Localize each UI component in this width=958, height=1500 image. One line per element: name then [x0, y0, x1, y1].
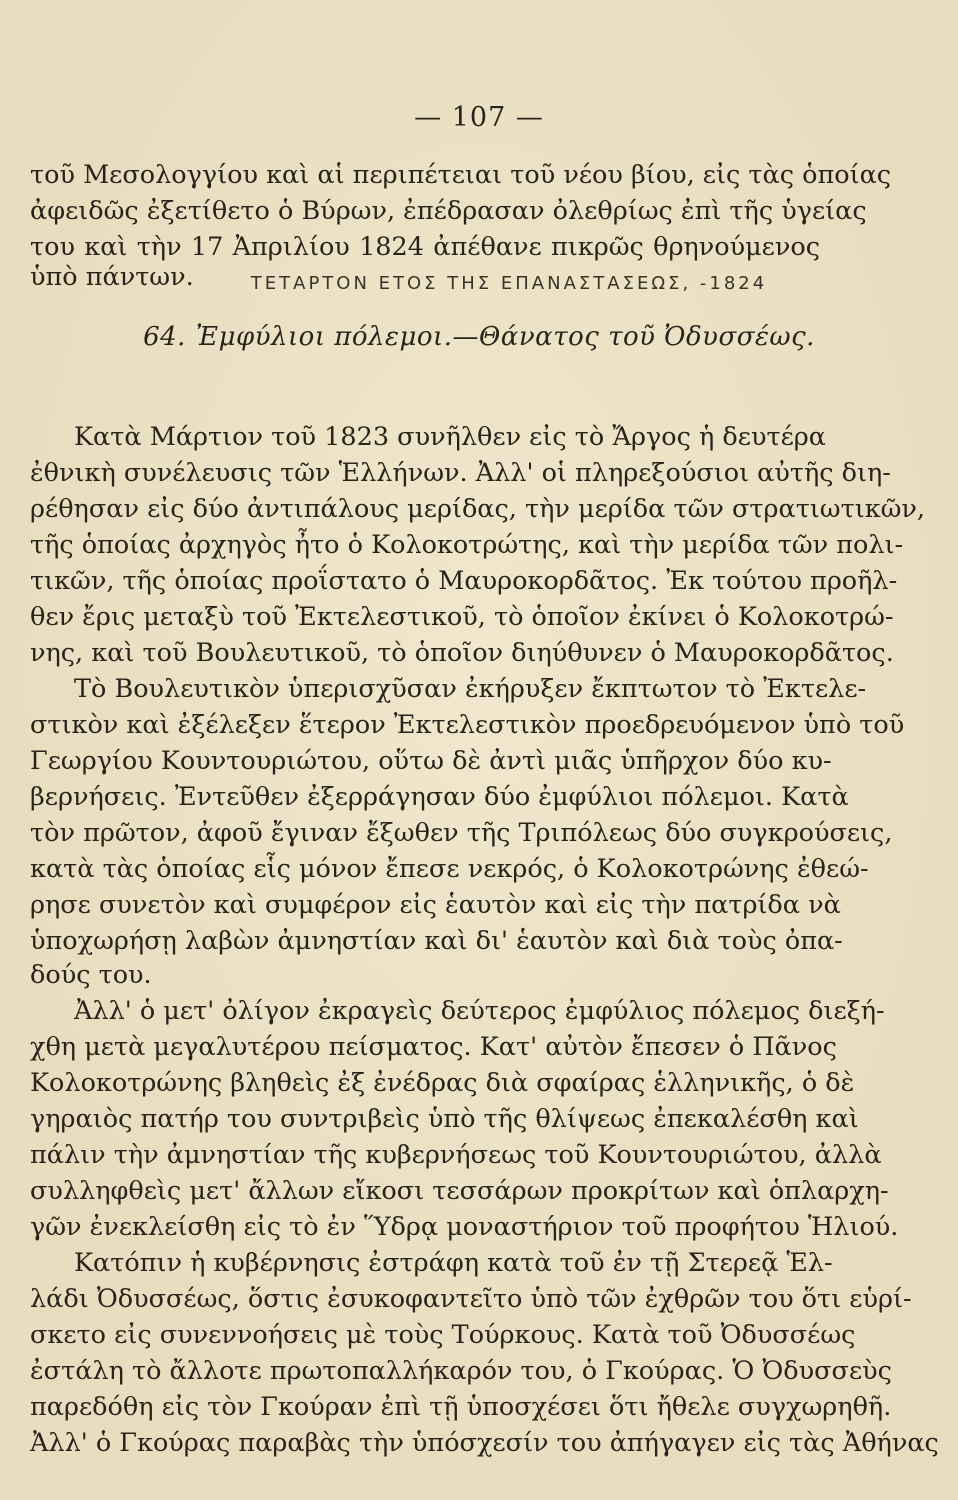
text-line: ρησε συνετὸν καὶ συμφέρον εἰς ἑαυτὸν καὶ εἰς τὴν πατρίδα νὰ [30, 890, 841, 920]
section-title [0, 322, 958, 352]
text-line: δούς του. [30, 960, 152, 990]
section-title-text: Ἐμφύλιοι πόλεμοι.—Θάνατος τοῦ Ὀδυσσέως. [195, 322, 815, 352]
text-line: πάλιν τὴν ἀμνηστίαν τῆς κυβερνήσεως τοῦ Κουντουριώτου, ἀλλὰ [30, 1140, 882, 1170]
text-line: Κολοκοτρώνης βληθεὶς ἐξ ἐνέδρας διὰ σφαίρας ἑλληνικῆς, ὁ δὲ [30, 1068, 855, 1098]
text-line: γῶν ἐνεκλείσθη εἰς τὸ ἐν Ὕδρᾳ μοναστήριον τοῦ προφήτου Ἡλιού. [30, 1212, 899, 1242]
text-line: τικῶν, τῆς ὁποίας προΐστατο ὁ Μαυροκορδᾶτος. Ἐκ τούτου προῆλ- [30, 566, 898, 596]
text-line: Ἀλλ' ὁ μετ' ὀλίγον ἐκραγεὶς δεύτερος ἐμφύλιος πόλεμος διεξή- [74, 996, 885, 1026]
text-line: Κατόπιν ἡ κυβέρνησις ἐστράφη κατὰ τοῦ ἐν τῇ Στερεᾷ Ἑλ- [74, 1248, 833, 1278]
text-line: ὑποχωρήσῃ λαβὼν ἀμνηστίαν καὶ δι' ἑαυτὸν καὶ διὰ τοὺς ὀπα- [30, 926, 843, 956]
text-line: σκετο εἰς συνεννοήσεις μὲ τοὺς Τούρκους. Κατὰ τοῦ Ὀδυσσέως [30, 1320, 856, 1350]
text-line: γηραιὸς πατήρ του συντριβεὶς ὑπὸ τῆς θλίψεως ἐπεκαλέσθη καὶ [30, 1104, 859, 1134]
text-line: Ἀλλ' ὁ Γκούρας παραβὰς τὴν ὑπόσχεσίν του ἀπήγαγεν εἰς τὰς Ἀθήνας [30, 1428, 939, 1458]
section-number: 64. [143, 322, 186, 352]
text-line: συλληφθεὶς μετ' ἄλλων εἴκοσι τεσσάρων προκρίτων καὶ ὁπλαρχη- [30, 1176, 889, 1206]
text-line: τοῦ Μεσολογγίου καὶ αἱ περιπέτειαι τοῦ νέου βίου, εἰς τὰς ὁποίας [30, 160, 892, 190]
text-line: βερνήσεις. Ἐντεῦθεν ἐξερράγησαν δύο ἐμφύλιοι πόλεμοι. Κατὰ [30, 782, 849, 812]
text-line: ἐστάλη τὸ ἄλλοτε πρωτοπαλλήκαρόν του, ὁ Γκούρας. Ὁ Ὀδυσσεὺς [30, 1356, 892, 1386]
text-line: τὸν πρῶτον, ἀφοῦ ἔγιναν ἔξωθεν τῆς Τριπόλεως δύο συγκρούσεις, [30, 818, 893, 848]
text-line: στικὸν καὶ ἐξέλεξεν ἕτερον Ἐκτελεστικὸν προεδρευόμενον ὑπὸ τοῦ [30, 710, 905, 740]
text-line: λάδι Ὀδυσσέως, ὅστις ἐσυκοφαντεῖτο ὑπὸ τῶν ἐχθρῶν του ὅτι εὑρί- [30, 1284, 912, 1314]
text-line: ὑπὸ πάντων. [30, 262, 194, 292]
text-line: του καὶ τὴν 17 Ἀπριλίου 1824 ἀπέθανε πικρῶς θρηνούμενος [30, 232, 820, 262]
text-line: θεν ἔρις μεταξὺ τοῦ Ἐκτελεστικοῦ, τὸ ὁποῖον ἐκίνει ὁ Κολοκοτρώ- [30, 602, 894, 632]
text-line: ἐθνικὴ συνέλευσις τῶν Ἑλλήνων. Ἀλλ' οἱ πληρεξούσιοι αὐτῆς διη- [30, 458, 891, 488]
text-line: χθη μετὰ μεγαλυτέρου πείσματος. Κατ' αὐτὸν ἔπεσεν ὁ Πᾶνος [30, 1032, 837, 1062]
text-line: ρέθησαν εἰς δύο ἀντιπάλους μερίδας, τὴν μερίδα τῶν στρατιωτικῶν, [30, 494, 926, 524]
text-line: Κατὰ Μάρτιον τοῦ 1823 συνῆλθεν εἰς τὸ Ἄργος ἡ δευτέρα [74, 422, 827, 452]
text-line: τῆς ὁποίας ἀρχηγὸς ἦτο ὁ Κολοκοτρώτης, καὶ τὴν μερίδα τῶν πολι- [30, 530, 904, 560]
text-line: νης, καὶ τοῦ Βουλευτικοῦ, τὸ ὁποῖον διηύθυνεν ὁ Μαυροκορδᾶτος. [30, 638, 894, 668]
page-number: — 107 — [414, 102, 544, 133]
section-header: ΤΕΤΑΡΤΟΝ ΕΤΟΣ ΤΗΣ ΕΠΑΝΑΣΤΑΣΕΩΣ, -1824 [250, 273, 768, 294]
text-line: παρεδόθη εἰς τὸν Γκούραν ἐπὶ τῇ ὑποσχέσει ὅτι ἤθελε συγχωρηθῆ. [30, 1392, 892, 1422]
text-line: κατὰ τὰς ὁποίας εἷς μόνον ἔπεσε νεκρός, ὁ Κολοκοτρώνης ἐθεώ- [30, 854, 869, 884]
text-line: Γεωργίου Κουντουριώτου, οὕτω δὲ ἀντὶ μιᾶς ὑπῆρχον δύο κυ- [30, 746, 832, 776]
text-line: ἀφειδῶς ἐξετίθετο ὁ Βύρων, ἐπέδρασαν ὀλεθρίως ἐπὶ τῆς ὑγείας [30, 196, 867, 226]
text-line: Τὸ Βουλευτικὸν ὑπερισχῦσαν ἐκήρυξεν ἔκπτωτον τὸ Ἐκτελε- [74, 674, 867, 704]
